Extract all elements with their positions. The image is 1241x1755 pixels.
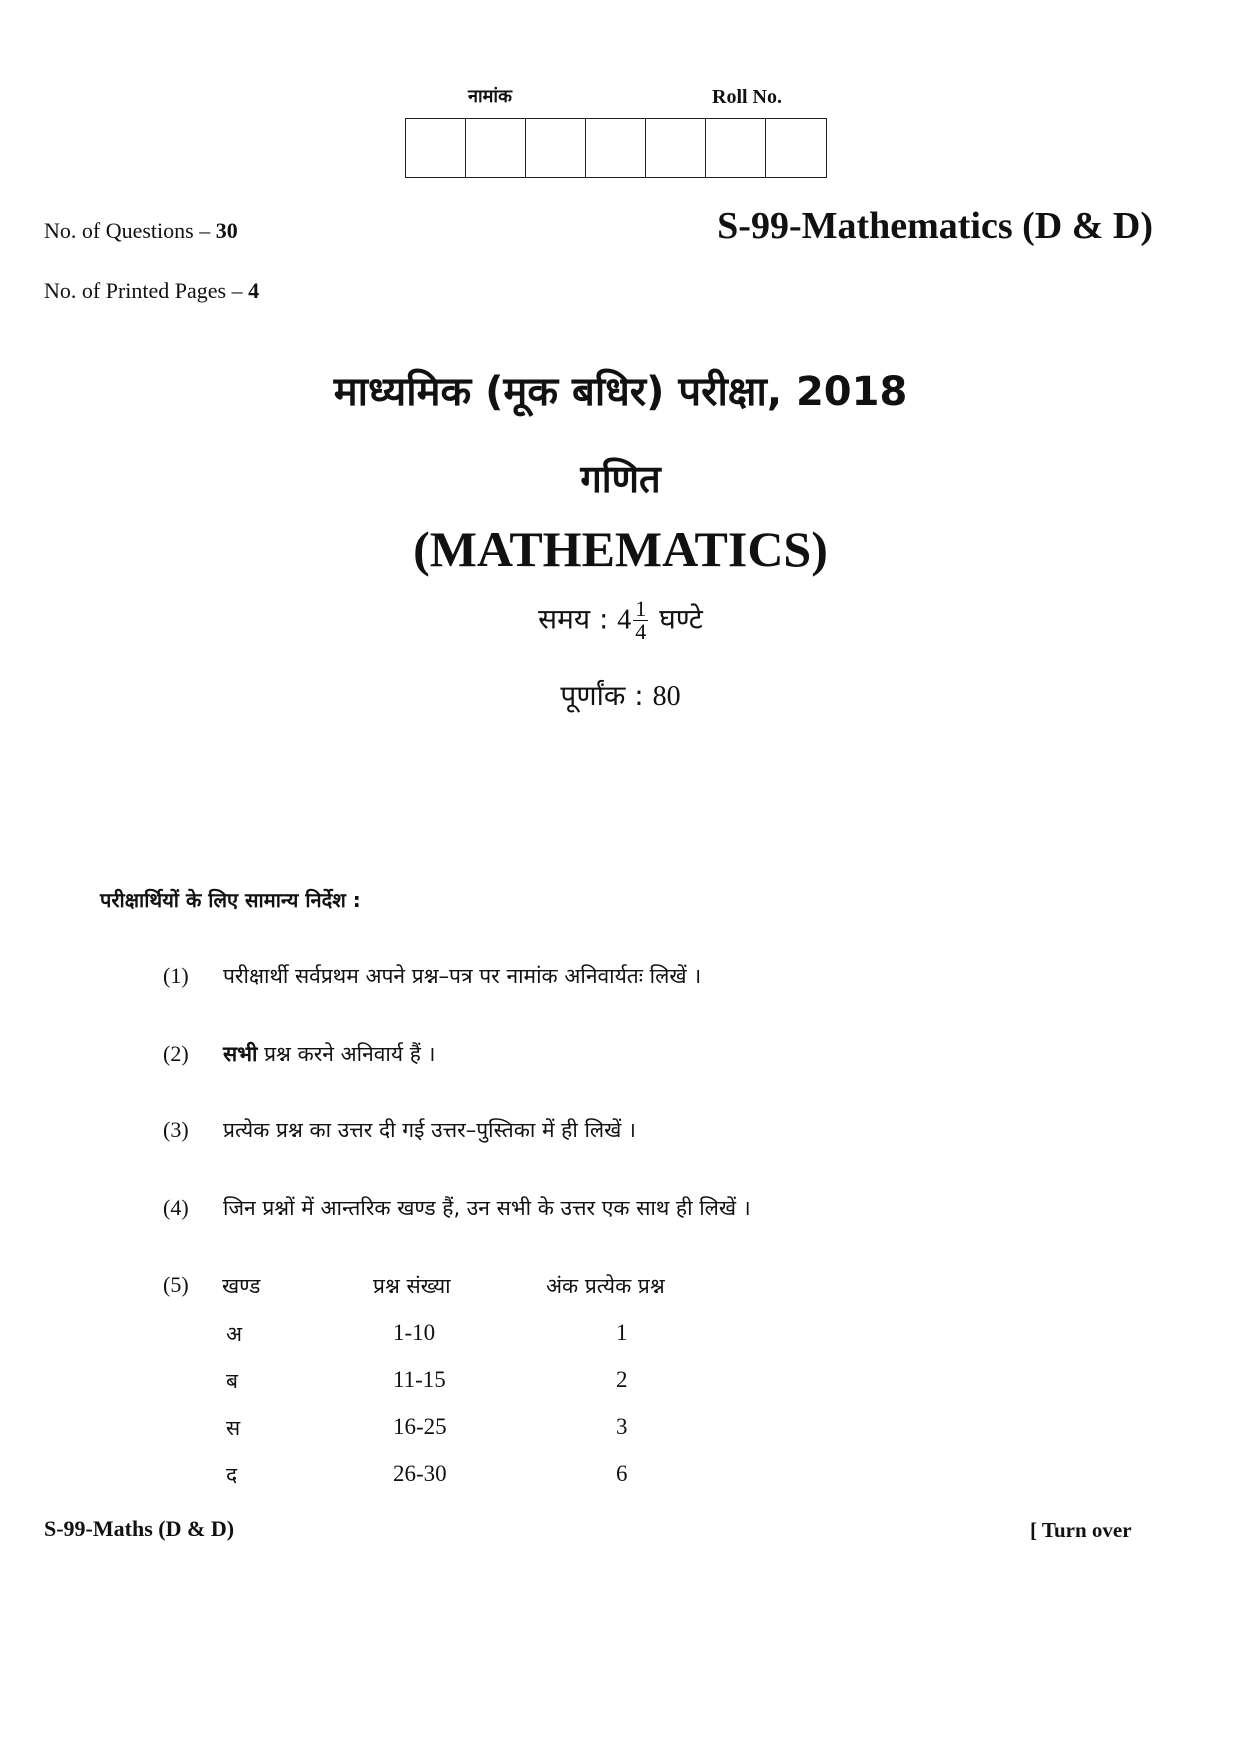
paper-code: S-99-Mathematics (D & D)	[717, 205, 1153, 247]
subject-hindi: गणित	[580, 457, 661, 501]
instruction-item	[163, 1040, 436, 1068]
questions-label: No. of Questions –	[44, 218, 211, 243]
roll-digit-box	[706, 119, 766, 177]
instruction-emphasis: सभी	[223, 1042, 258, 1066]
instruction-number: (2)	[163, 1041, 189, 1066]
instruction-text: प्रश्न करने अनिवार्य हैं ।	[264, 1042, 436, 1066]
table-cell-questions: 11-15	[393, 1367, 446, 1392]
roll-label-english: Roll No.	[712, 86, 782, 108]
roll-digit-box	[586, 119, 646, 177]
roll-number-boxes	[405, 118, 827, 178]
instruction-item	[163, 1194, 751, 1222]
time-fraction	[633, 598, 648, 643]
exam-title: माध्यमिक (मूक बधिर) परीक्षा, 2018	[333, 369, 908, 415]
questions-count	[44, 218, 238, 244]
pages-value: 4	[248, 278, 260, 303]
instruction-number-5	[163, 1272, 223, 1298]
table-header-marks: अंक प्रत्येक प्रश्न	[546, 1274, 665, 1298]
marks-label: पूर्णांक :	[560, 679, 644, 712]
time-unit: घण्टे	[659, 602, 703, 636]
time-fraction-denominator: 4	[635, 619, 647, 644]
instruction-text: जिन प्रश्नों में आन्तरिक खण्ड हैं, उन सभी के उत्तर एक साथ ही लिखें ।	[223, 1196, 751, 1220]
table-cell-section: अ	[226, 1322, 243, 1346]
instruction-number: (3)	[163, 1117, 189, 1142]
roll-label-hindi: नामांक	[468, 86, 512, 107]
instruction-number: (1)	[163, 963, 189, 988]
table-header-section: खण्ड	[222, 1274, 261, 1298]
table-cell-questions: 16-25	[393, 1414, 447, 1439]
turn-over-note: [ Turn over	[1030, 1518, 1132, 1542]
instruction-item	[163, 1116, 636, 1144]
time-whole: 4	[617, 604, 632, 636]
table-cell-marks: 2	[616, 1367, 628, 1392]
full-marks	[0, 676, 1241, 714]
printed-pages	[44, 278, 259, 304]
roll-digit-box	[406, 119, 466, 177]
table-cell-section: ब	[226, 1369, 238, 1393]
roll-digit-box	[646, 119, 706, 177]
roll-digit-box	[766, 119, 826, 177]
questions-value: 30	[215, 218, 238, 243]
time-label: समय :	[538, 602, 609, 636]
time-allowed	[0, 598, 1241, 643]
table-cell-marks: 1	[616, 1320, 628, 1345]
instruction-text: प्रत्येक प्रश्न का उत्तर दी गई उत्तर–पुस्तिका में ही लिखें ।	[223, 1118, 636, 1142]
table-header-questions: प्रश्न संख्या	[373, 1274, 451, 1298]
roll-digit-box	[466, 119, 526, 177]
instruction-number: (4)	[163, 1195, 189, 1220]
table-cell-section: द	[226, 1463, 238, 1487]
subject-english: (MATHEMATICS)	[413, 521, 828, 577]
instruction-number: (5)	[163, 1272, 189, 1297]
pages-label: No. of Printed Pages –	[44, 278, 243, 303]
table-cell-questions: 26-30	[393, 1461, 447, 1486]
time-fraction-numerator: 1	[635, 596, 647, 621]
table-cell-section: स	[226, 1416, 241, 1440]
instruction-text: परीक्षार्थी सर्वप्रथम अपने प्रश्न–पत्र पर नामांक अनिवार्यतः लिखें ।	[223, 964, 702, 988]
footer-paper-code: S-99-Maths (D & D)	[44, 1516, 235, 1541]
table-cell-questions: 1-10	[393, 1320, 436, 1345]
table-cell-marks: 6	[616, 1461, 628, 1486]
table-cell-marks: 3	[616, 1414, 628, 1439]
roll-digit-box	[526, 119, 586, 177]
instructions-heading: परीक्षार्थियों के लिए सामान्य निर्देश :	[100, 888, 361, 912]
marks-value: 80	[652, 681, 681, 712]
instruction-item	[163, 962, 701, 990]
